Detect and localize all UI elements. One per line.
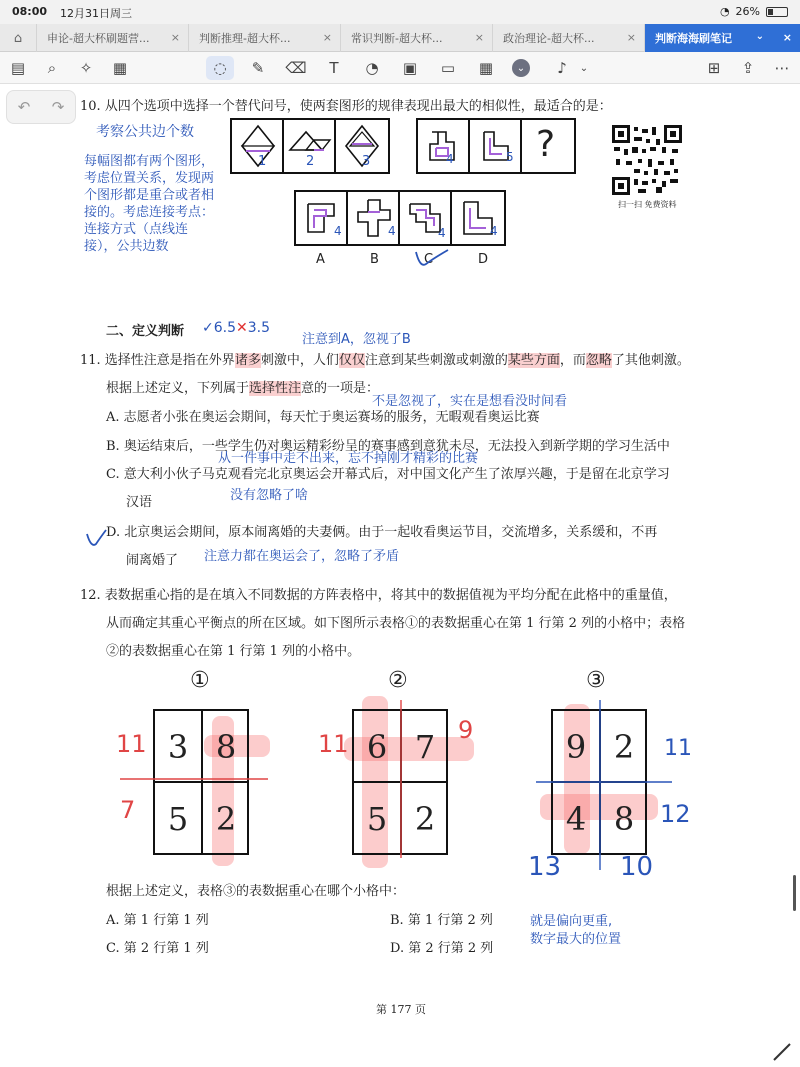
q11-option-c-line1[interactable]: C. 意大利小伙子马克观看完北京奥运会开幕式后，对中国文化产生了浓厚兴趣，于是留在北京学习 xyxy=(106,467,670,482)
table-cell: 2 xyxy=(215,799,237,838)
eraser-icon[interactable]: ⌫ xyxy=(285,59,307,77)
qr-caption: 扫一扫 免费资料 xyxy=(618,200,677,209)
tab-panduan[interactable] xyxy=(188,24,340,52)
tab-label: 判断推理-超大杯... xyxy=(199,32,291,45)
pen-digit: 4 xyxy=(438,226,446,240)
table-cell: 5 xyxy=(366,799,388,838)
pen-sum: 13 xyxy=(528,852,562,882)
option-c-figure[interactable] xyxy=(400,192,452,244)
sparkle-icon[interactable]: ✧ xyxy=(79,59,93,77)
note-line: 接的。考虑连接考点： xyxy=(84,205,215,220)
table-1 xyxy=(153,709,249,855)
pen-icon[interactable]: ✎ xyxy=(251,59,265,77)
question-mark: ? xyxy=(536,124,556,165)
figure-cell xyxy=(522,120,574,172)
q11-stem-part: 忽略 xyxy=(585,353,612,368)
wifi-icon: ◔ xyxy=(719,5,730,18)
note-q10-body xyxy=(84,153,214,255)
tab-changshi[interactable] xyxy=(340,24,492,52)
figure-cell xyxy=(336,120,388,172)
sticky-note-icon[interactable]: ▭ xyxy=(440,59,456,77)
option-label-a[interactable]: A xyxy=(316,252,325,267)
q11-option-d-line2[interactable]: 闹离婚了 xyxy=(126,553,179,568)
pen-digit: 4 xyxy=(388,224,396,238)
tab-shenlun[interactable] xyxy=(36,24,188,52)
table-3-label: ③ xyxy=(586,668,606,693)
pen-check-c xyxy=(412,246,452,272)
cross-icon: ✕ xyxy=(236,320,248,336)
note-q12-line1: 就是偏向更重, xyxy=(530,914,613,929)
table-1-label: ① xyxy=(190,668,210,693)
q11-lead xyxy=(106,377,379,396)
q11-option-c-line2[interactable]: 汉语 xyxy=(126,495,153,510)
note-line: 考虑位置关系，发现两 xyxy=(84,171,215,186)
pen-divider xyxy=(398,700,404,860)
q12-stem-line3: ②的表数据重心在第 1 行第 1 列的小格中。 xyxy=(106,644,361,659)
note-d: 注意力都在奥运会了，忽略了矛盾 xyxy=(204,549,400,564)
option-label-d[interactable]: D xyxy=(478,252,489,267)
table-cell: 6 xyxy=(366,727,388,766)
tab-label: 政治理论-超大杯... xyxy=(503,32,595,45)
table-2-label: ② xyxy=(388,668,408,693)
document-icon[interactable]: ▦ xyxy=(112,59,128,77)
pen-digit: 1 xyxy=(258,154,267,169)
add-page-icon[interactable]: ⊞ xyxy=(707,59,721,77)
q12-option-d[interactable]: D. 第 2 行第 2 列 xyxy=(390,941,494,956)
figure-cell xyxy=(470,120,522,172)
more-icon[interactable]: ⋯ xyxy=(774,59,790,77)
q10-stem: 10. 从四个选项中选择一个替代问号，使两套图形的规律表现出最大的相似性，最适合的是： xyxy=(80,99,612,114)
q11-option-b[interactable]: B. 奥运结束后，一些学生仍对奥运精彩纷呈的赛事感到意犹未尽，无法投入到新学期的学习生活中 xyxy=(106,439,670,454)
tab-bar xyxy=(0,24,800,52)
q10-figure-set-2 xyxy=(416,118,576,174)
q11-stem xyxy=(80,349,690,368)
close-icon[interactable]: × xyxy=(322,31,332,44)
search-icon[interactable]: ⌕ xyxy=(47,59,57,77)
pen-digit: 2 xyxy=(306,154,315,169)
pen-sum: 7 xyxy=(120,796,136,824)
lasso-icon[interactable]: ◌ xyxy=(206,56,234,80)
table-cell: 4 xyxy=(565,799,587,838)
table-cell: 2 xyxy=(414,799,436,838)
image-icon[interactable]: ▣ xyxy=(402,59,418,77)
status-bar xyxy=(0,0,800,24)
note-a: 不是忽视了，实在是想看没时间看 xyxy=(372,394,568,409)
textbox-icon[interactable]: T xyxy=(329,59,339,77)
score-bad: 3.5 xyxy=(247,320,270,336)
score-good: 6.5 xyxy=(213,320,236,336)
pen-sum: 11 xyxy=(318,730,349,758)
pen-check-d xyxy=(84,526,110,552)
tab-label: 判断海海刷笔记 xyxy=(655,32,732,45)
toolbar xyxy=(0,52,800,84)
pen-digit: 3 xyxy=(362,154,371,169)
q11-option-a[interactable]: A. 志愿者小张在奥运会期间，每天忙于奥运赛场的服务，无暇观看奥运比赛 xyxy=(106,410,540,425)
note-noticed-a: 注意到A，忽视了B xyxy=(302,332,411,347)
home-icon[interactable]: ⌂ xyxy=(13,30,23,46)
note-line: 每幅图都有两个图形， xyxy=(84,154,215,169)
chevron-down-icon[interactable]: ⌄ xyxy=(512,59,530,77)
close-icon[interactable]: × xyxy=(474,31,484,44)
table-cell: 9 xyxy=(565,727,587,766)
sidebar-icon[interactable]: ▤ xyxy=(10,59,26,77)
pen-divider xyxy=(120,776,270,782)
pen-sum: 10 xyxy=(620,852,654,882)
table-cell: 7 xyxy=(414,727,436,766)
note-q10-title: 考察公共边个数 xyxy=(96,124,194,140)
close-icon[interactable]: × xyxy=(170,31,180,44)
table-cell: 2 xyxy=(613,727,635,766)
tab-zhengzhi[interactable] xyxy=(492,24,644,52)
option-d-figure[interactable] xyxy=(452,192,504,244)
option-label-b[interactable]: B xyxy=(370,252,379,267)
note-q12-line2: 数字最大的位置 xyxy=(530,932,622,947)
q11-lead-part: 根据上述定义，下列属于 xyxy=(106,381,250,396)
microphone-icon[interactable]: ♪ xyxy=(557,59,567,77)
option-a-figure[interactable] xyxy=(296,192,348,244)
q12-option-a[interactable]: A. 第 1 行第 1 列 xyxy=(106,913,209,928)
check-icon: ✓ xyxy=(202,320,214,336)
q12-question: 根据上述定义，表格③的表数据重心在哪个小格中： xyxy=(106,884,406,899)
note-b: 从一件事中走不出来，忘不掉刚才精彩的比赛 xyxy=(218,451,479,466)
scrollbar-thumb[interactable] xyxy=(793,875,796,911)
q11-stem-part: 了其他刺激。 xyxy=(611,353,690,368)
pen-digit: 4 xyxy=(490,224,498,238)
tab-notes-active[interactable] xyxy=(644,24,800,52)
q10-figure-set-1 xyxy=(230,118,390,174)
page-number: 第 177 页 xyxy=(376,1003,426,1016)
q11-lead-part: 选择性注 xyxy=(249,381,302,396)
pen-digit: 5 xyxy=(506,150,514,164)
pen-sum: 11 xyxy=(664,736,692,761)
chevron-down-icon[interactable]: ⌄ xyxy=(579,62,589,74)
q12-option-c[interactable]: C. 第 2 行第 1 列 xyxy=(106,941,209,956)
q11-stem-part: 注意到某些刺激或刺激的 xyxy=(364,353,508,368)
note-line: 接），公共边数 xyxy=(84,239,169,254)
q11-lead-part: 意的一项是： xyxy=(301,381,380,396)
pen-sum: 11 xyxy=(116,730,147,758)
table-cell: 3 xyxy=(167,727,189,766)
table-cell: 8 xyxy=(215,727,237,766)
q11-stem-part: 某些方面 xyxy=(507,353,560,368)
score-note xyxy=(202,320,270,336)
close-icon[interactable]: × xyxy=(626,31,636,44)
q12-option-b[interactable]: B. 第 1 行第 2 列 xyxy=(390,913,493,928)
battery-percent: 26% xyxy=(735,5,760,18)
table-cell: 8 xyxy=(613,799,635,838)
share-icon[interactable]: ⇪ xyxy=(741,59,755,77)
pen-digit: 4 xyxy=(334,224,342,238)
q11-stem-part: ，而 xyxy=(559,353,586,368)
tab-label: 申论-超大杯刷题营... xyxy=(47,32,150,45)
shapes-icon[interactable]: ◔ xyxy=(365,59,379,77)
q11-stem-part: 仅仅 xyxy=(338,353,365,368)
qr-code[interactable] xyxy=(612,125,682,195)
close-icon[interactable]: × xyxy=(782,31,792,44)
q11-stem-part: 11. 选择性注意是指在外界 xyxy=(80,353,235,368)
q10-options xyxy=(294,190,506,246)
q12-stem-line2: 从而确定其重心平衡点的所在区域。如下图所示表格①的表数据重心在第 1 行第 2 列的小格中；表格 xyxy=(106,616,686,631)
stamp-icon[interactable]: ▦ xyxy=(478,59,494,77)
q11-stem-part: 诸多 xyxy=(234,353,261,368)
figure-cell xyxy=(284,120,336,172)
q12-stem-line1: 12. 表数据重心指的是在填入不同数据的方阵表格中，将其中的数据值视为平均分配在此格中的重量值， xyxy=(80,588,677,603)
redo-icon[interactable]: ↷ xyxy=(51,98,65,116)
option-b-figure[interactable] xyxy=(348,192,400,244)
section-title: 二、定义判断 xyxy=(106,324,185,339)
pen-digit: 4 xyxy=(446,152,454,166)
clock: 08:00 xyxy=(12,5,48,18)
undo-icon[interactable]: ↶ xyxy=(17,98,31,116)
note-line: 个图形都是重合或者相 xyxy=(84,188,215,203)
resize-handle[interactable] xyxy=(772,1042,792,1062)
battery-icon xyxy=(766,7,788,17)
figure-cell xyxy=(232,120,284,172)
chevron-down-icon[interactable]: ⌄ xyxy=(755,31,764,42)
pen-sum: 9 xyxy=(458,716,474,744)
q11-stem-part: 刺激中，人们 xyxy=(260,353,339,368)
pen-sum: 12 xyxy=(660,800,691,828)
option-label-c[interactable]: C xyxy=(424,252,434,267)
q11-option-d-line1[interactable]: D. 北京奥运会期间，原本闹离婚的夫妻俩。由于一起收看奥运节目，交流增多，关系缓和，不再 xyxy=(106,525,658,540)
tab-label: 常识判断-超大杯... xyxy=(351,32,443,45)
table-cell: 5 xyxy=(167,799,189,838)
figure-cell xyxy=(418,120,470,172)
note-line: 连接方式（点线连 xyxy=(84,222,189,237)
undo-redo-group xyxy=(6,90,76,124)
note-c: 没有忽略了啥 xyxy=(230,488,309,503)
date: 12月31日周三 xyxy=(60,7,132,20)
